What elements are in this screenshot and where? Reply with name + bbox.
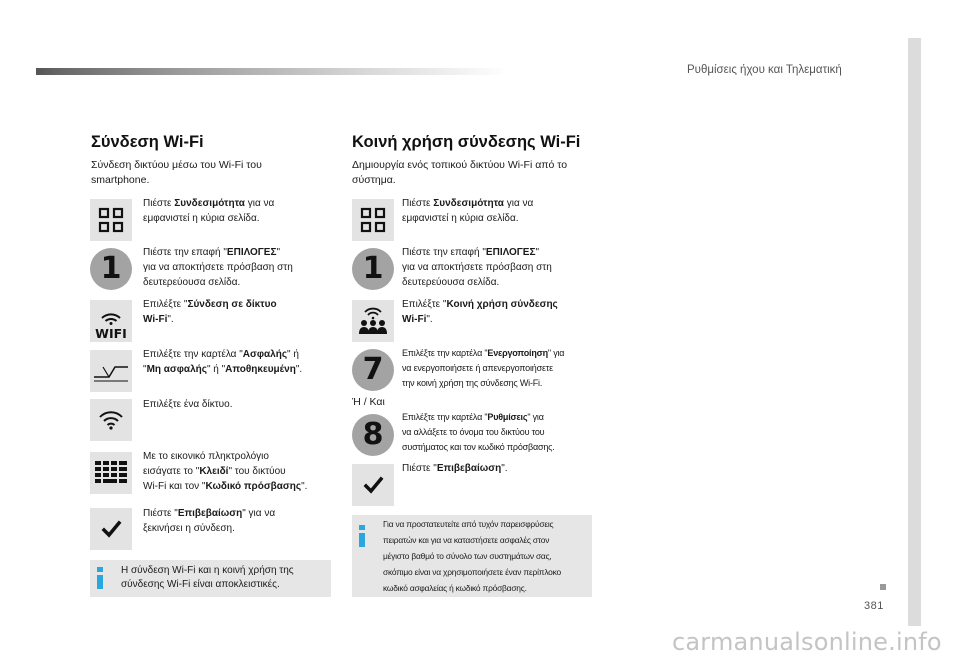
tab-icon bbox=[90, 350, 132, 392]
checkmark-icon bbox=[352, 464, 394, 506]
wifi-icon bbox=[90, 300, 132, 342]
left-info-box bbox=[90, 560, 331, 597]
step-badge-7: 7 bbox=[352, 349, 394, 391]
left-intro bbox=[91, 158, 262, 188]
header-title: Ρυθμίσεις ήχου και Τηλεματική bbox=[687, 64, 842, 76]
right-intro-line: σύστημα. bbox=[352, 174, 396, 186]
left-section-title: Σύνδεση Wi-Fi bbox=[91, 133, 204, 151]
right-step-1-text: Πιέστε Συνδεσιμότητα για να εμφανιστεί η κύρια σελίδα. bbox=[402, 198, 534, 224]
right-step-6-text: Πιέστε "Επιβεβαίωση". bbox=[402, 463, 508, 474]
step-badge-1: 1 bbox=[352, 248, 394, 290]
right-intro bbox=[352, 158, 567, 188]
left-info-text: Η σύνδεση Wi-Fi και η κοινή χρήση της σύνδεσης Wi-Fi είναι αποκλειστικές. bbox=[121, 565, 294, 590]
header-band bbox=[36, 68, 508, 75]
connectivity-grid-icon bbox=[352, 199, 394, 241]
page-number: 381 bbox=[864, 600, 884, 612]
step-badge-1: 1 bbox=[90, 248, 132, 290]
wifi-signal-icon bbox=[90, 399, 132, 441]
left-step-2-text: Πιέστε την επαφή "ΕΠΙΛΟΓΕΣ" για να αποκτήσετε πρόσβαση στη δευτερεύουσα σελίδα. bbox=[143, 247, 293, 288]
or-label: Ή / Και bbox=[352, 396, 385, 408]
right-info-box bbox=[352, 515, 592, 597]
info-icon bbox=[96, 567, 104, 591]
side-bar bbox=[908, 38, 921, 626]
right-step-2-text: Πιέστε την επαφή "ΕΠΙΛΟΓΕΣ" για να αποκτήσετε πρόσβαση στη δευτερεύουσα σελίδα. bbox=[402, 247, 552, 288]
right-step-4-text: Επιλέξτε την καρτέλα "Ενεργοποίηση" για να ενεργοποιήσετε ή απενεργοποιήσετε την κοινή χρήση της σύνδεσης Wi-Fi. bbox=[402, 348, 565, 388]
right-intro-line: Δημιουργία ενός τοπικού δικτύου Wi-Fi από το bbox=[352, 159, 568, 171]
left-intro-line: smartphone. bbox=[91, 174, 150, 186]
watermark: carmanualsonline.info bbox=[672, 628, 942, 656]
page-marker bbox=[880, 584, 886, 590]
left-step-7-text: Πιέστε "Επιβεβαίωση" για να ξεκινήσει η σύνδεση. bbox=[143, 508, 276, 534]
left-step-4-text: Επιλέξτε την καρτέλα "Ασφαλής" ή "Μη ασφαλής" ή "Αποθηκευμένη". bbox=[143, 349, 303, 375]
left-step-1-text: Πιέστε Συνδεσιμότητα για να εμφανιστεί η κύρια σελίδα. bbox=[143, 198, 275, 224]
checkmark-icon bbox=[90, 508, 132, 550]
step-badge-8: 8 bbox=[352, 414, 394, 456]
hotspot-icon bbox=[352, 300, 394, 342]
left-intro-line: Σύνδεση δικτύου μέσω του Wi-Fi του bbox=[91, 159, 262, 171]
keyboard-icon bbox=[90, 452, 132, 494]
right-section-title: Κοινή χρήση σύνδεσης Wi-Fi bbox=[352, 133, 581, 151]
right-step-3-text: Επιλέξτε "Κοινή χρήση σύνδεσης Wi-Fi". bbox=[402, 299, 558, 325]
wifi-label: WIFI bbox=[95, 326, 127, 341]
right-step-5-text: Επιλέξτε την καρτέλα "Ρυθμίσεις" για να αλλάξετε το όνομα του δικτύου του συστήματος και τον κωδικό πρόσβασης. bbox=[402, 412, 555, 452]
right-info-text: Για να προστατευτείτε από τυχόν παρεισφρύσεις πειρατών και για να καταστήσετε ασφαλές στον μέγιστο βαθμό το σύνολο των συστημάτων σας, σκόπιμο είναι να χρησιμοποιήσετε έναν περίπλοκο κωδικό ασφαλείας ή κωδικό πρόσβασης. bbox=[383, 519, 561, 593]
left-step-5-text: Επιλέξτε ένα δίκτυο. bbox=[143, 399, 233, 410]
info-icon bbox=[358, 525, 366, 549]
left-step-3-text: Επιλέξτε "Σύνδεση σε δίκτυο Wi-Fi". bbox=[143, 299, 277, 325]
connectivity-grid-icon bbox=[90, 199, 132, 241]
left-step-6-text: Με το εικονικό πληκτρολόγιο εισάγατε το "Κλειδί" του δικτύου Wi-Fi και τον "Κωδικό πρόσβασης". bbox=[143, 451, 308, 492]
